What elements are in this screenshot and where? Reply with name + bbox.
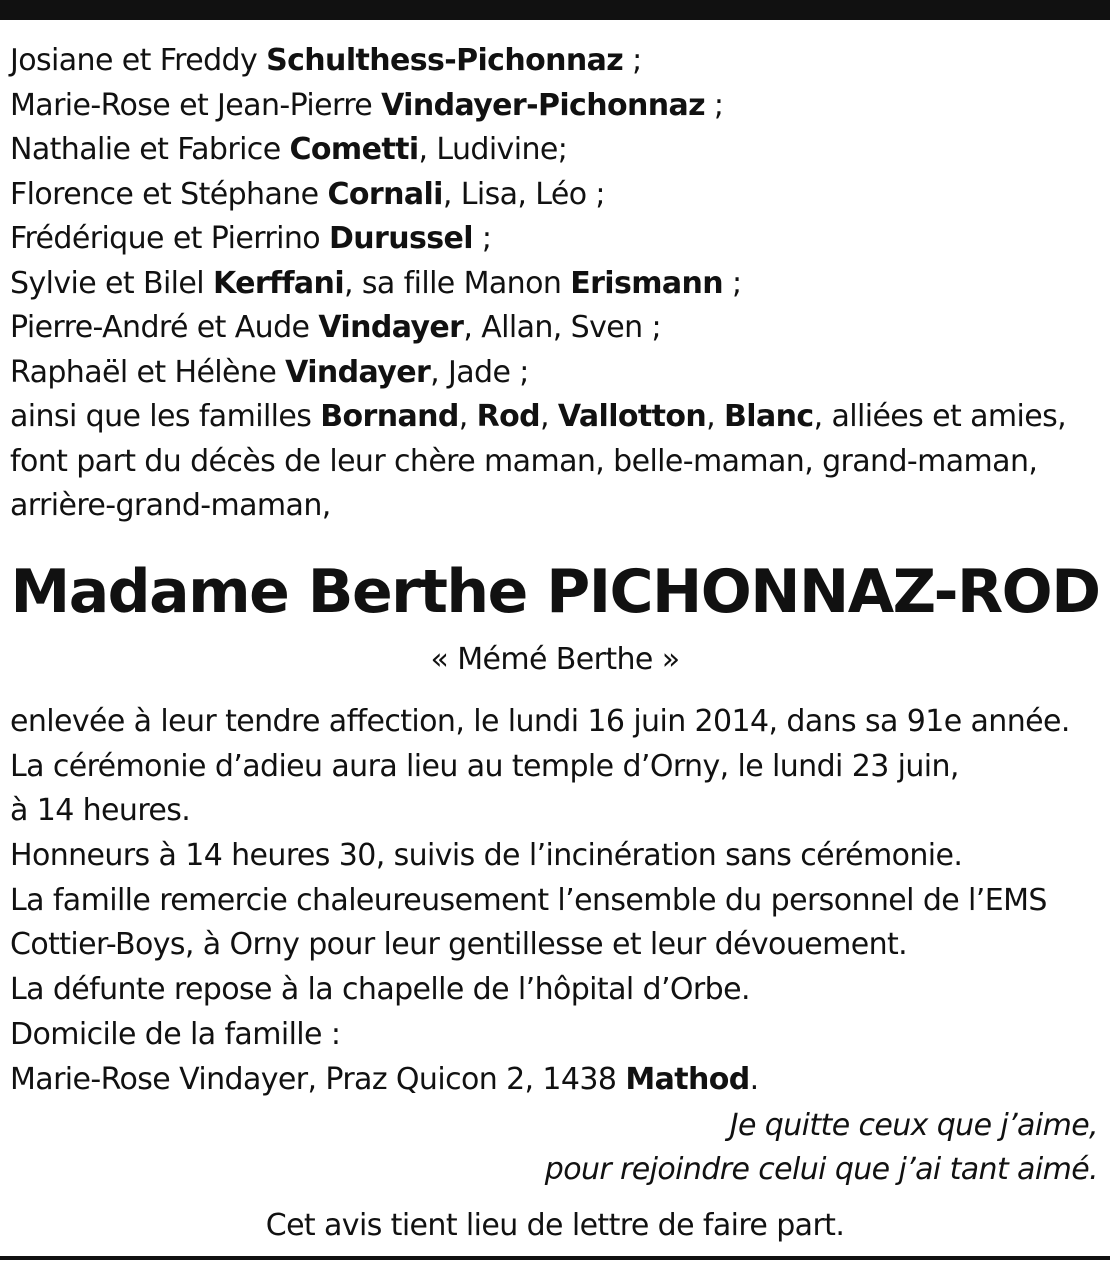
family-name: Vindayer [285, 354, 431, 390]
text-segment: Florence et Stéphane [10, 176, 328, 212]
bottom-border-rule [0, 1256, 1110, 1260]
text-segment: La famille remercie chaleureusement l’ensemble du personnel de l’EMS [10, 882, 1047, 918]
family-name: Durussel [328, 221, 473, 256]
text-segment: ; [472, 221, 492, 256]
family-name: Mathod [625, 1061, 750, 1097]
mourner-line [10, 351, 1102, 396]
text-segment: , [458, 399, 477, 434]
text-segment: Marie-Rose et Jean-Pierre [10, 87, 382, 123]
family-name: Schulthess-Pichonnaz [266, 43, 624, 78]
text-segment: , Ludivine; [418, 132, 568, 167]
mourner-line [10, 84, 1102, 129]
quote-line-1: Je quitte ceux que j’aime, [729, 1108, 1098, 1143]
family-name: Vindayer [318, 310, 464, 345]
text-segment: , [706, 399, 725, 434]
text-segment: , Lisa, Léo ; [442, 176, 605, 212]
family-name: Erismann [570, 265, 724, 301]
mourner-line [10, 39, 1102, 84]
detail-line [10, 745, 1102, 790]
detail-line [10, 968, 1102, 1013]
text-segment: Marie-Rose Vindayer, Praz Quicon 2, 1438 [10, 1061, 626, 1097]
family-name: Blanc [724, 399, 814, 434]
text-segment: font part du décès de leur chère maman, belle-maman, grand-maman, [10, 443, 1038, 479]
quote-line-2: pour rejoindre celui que j’ai tant aimé. [544, 1152, 1098, 1187]
text-segment: Nathalie et Fabrice [10, 132, 290, 167]
mourner-line [10, 440, 1102, 485]
text-segment: ; [723, 265, 742, 301]
family-name: Cornali [327, 176, 443, 212]
deceased-name: Madame Berthe PICHONNAZ-ROD [10, 557, 1100, 627]
footer-note: Cet avis tient lieu de lettre de faire part. [265, 1208, 845, 1243]
family-name: Rod [476, 399, 541, 434]
detail-line [10, 834, 1102, 879]
mourner-line [10, 484, 1102, 529]
text-segment: La défunte repose à la chapelle de l’hôpital d’Orbe. [10, 972, 750, 1008]
text-segment: , alliées et amies, [813, 399, 1067, 434]
family-name: Cometti [289, 132, 419, 167]
family-name: Vallotton [557, 399, 707, 434]
detail-line [10, 923, 1102, 968]
mourner-line [10, 173, 1102, 218]
mourner-line [10, 128, 1102, 173]
detail-line [10, 789, 1102, 834]
text-segment: ; [705, 87, 724, 123]
text-segment: Josiane et Freddy [10, 43, 267, 78]
text-segment: à 14 heures. [10, 793, 191, 829]
detail-line [10, 879, 1102, 924]
text-segment: La cérémonie d’adieu aura lieu au temple d’Orny, le lundi 23 juin, [10, 748, 959, 784]
text-segment: Cottier-Boys, à Orny pour leur gentillesse et leur dévouement. [10, 927, 908, 963]
text-segment: Domicile de la famille : [10, 1016, 341, 1052]
mourner-line [10, 262, 1102, 307]
detail-line [10, 1058, 1102, 1103]
text-segment: , Allan, Sven ; [463, 310, 661, 345]
deceased-nickname: « Mémé Berthe » [430, 642, 680, 677]
text-segment: , [540, 399, 558, 434]
top-border-rule [0, 0, 1110, 20]
detail-line [10, 700, 1102, 745]
text-segment: ainsi que les familles [10, 399, 321, 434]
text-segment: Raphaël et Hélène [10, 354, 286, 390]
mourners-list [10, 39, 1102, 529]
text-segment: ; [623, 43, 642, 78]
family-name: Vindayer-Pichonnaz [381, 87, 705, 123]
text-segment: Honneurs à 14 heures 30, suivis de l’incinération sans cérémonie. [10, 838, 963, 874]
ceremony-details [10, 700, 1102, 1102]
mourner-line [10, 217, 1102, 262]
text-segment: , Jade ; [430, 354, 529, 390]
text-segment: Frédérique et Pierrino [10, 221, 329, 256]
text-segment: Pierre-André et Aude [10, 310, 319, 345]
text-segment: enlevée à leur tendre affection, le lundi 16 juin 2014, dans sa 91e année. [10, 704, 1070, 739]
detail-line [10, 1013, 1102, 1058]
family-name: Bornand [320, 399, 459, 434]
closing-quote [545, 1104, 1098, 1192]
mourner-line [10, 306, 1102, 351]
text-segment: Sylvie et Bilel [10, 265, 213, 301]
mourner-line [10, 395, 1102, 440]
text-segment: arrière-grand-maman, [10, 488, 331, 523]
family-name: Kerffani [212, 265, 345, 301]
text-segment: , sa fille Manon [344, 265, 571, 301]
text-segment: . [749, 1061, 759, 1097]
